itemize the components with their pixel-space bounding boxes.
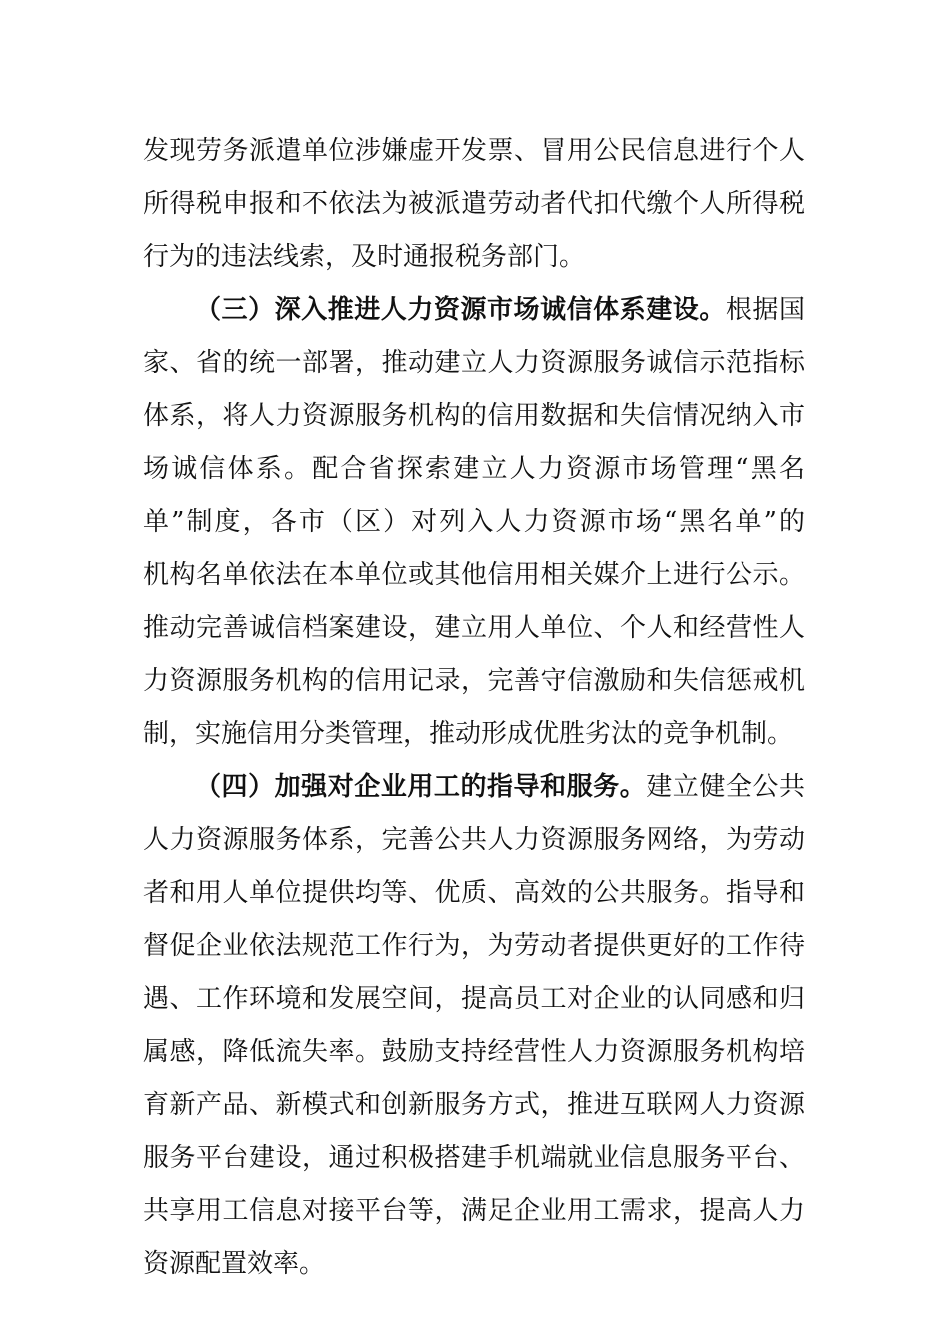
paragraph-2-first-line-text: 根据国 [725,295,805,325]
paragraph-1-line-3: 行为的违法线索，及时通报税务部门。 [143,242,586,272]
paragraph-2-line-6: 机构名单依法在本单位或其他信用相关媒介上进行公示。 [143,560,805,590]
paragraph-1-line-1: 发现劳务派遣单位涉嫌虚开发票、冒用公民信息进行个人 [143,136,805,166]
paragraph-2-line-3: 体系，将人力资源服务机构的信用数据和失信情况纳入市 [143,401,805,431]
paragraph-3-line-6: 属感，降低流失率。鼓励支持经营性人力资源服务机构培 [143,1037,805,1067]
section-4-heading: （四）加强对企业用工的指导和服务。 [195,772,647,802]
paragraph-3-first-line [143,761,805,814]
paragraph-2-line-9: 制，实施信用分类管理，推动形成优胜劣汰的竞争机制。 [143,719,794,749]
paragraph-2-line-7: 推动完善诚信档案建设，建立用人单位、个人和经营性人 [143,613,805,643]
document-page [143,125,805,1291]
paragraph-2-line-8: 力资源服务机构的信用记录，完善守信激励和失信惩戒机 [143,666,805,696]
paragraph-1-line-2: 所得税申报和不依法为被派遣劳动者代扣代缴个人所得税 [143,189,805,219]
paragraph-2-line-4: 场诚信体系。配合省探索建立人力资源市场管理“黑名 [143,454,805,484]
paragraph-3-line-5: 遇、工作环境和发展空间，提高员工对企业的认同感和归 [143,984,805,1014]
paragraph-3-line-9: 共享用工信息对接平台等，满足企业用工需求，提高人力 [143,1196,805,1226]
paragraph-3-line-2: 人力资源服务体系，完善公共人力资源服务网络，为劳动 [143,825,805,855]
paragraph-3-first-line-text: 建立健全公共 [646,772,805,802]
paragraph-3-line-8: 服务平台建设，通过积极搭建手机端就业信息服务平台、 [143,1143,805,1173]
paragraph-3-line-7: 育新产品、新模式和创新服务方式，推进互联网人力资源 [143,1090,805,1120]
paragraph-3-line-4: 督促企业依法规范工作行为，为劳动者提供更好的工作待 [143,931,805,961]
paragraph-2-first-line [143,284,805,337]
paragraph-3-line-10: 资源配置效率。 [143,1249,326,1279]
section-3-heading: （三）深入推进人力资源市场诚信体系建设。 [195,295,726,325]
paragraph-3-line-3: 者和用人单位提供均等、优质、高效的公共服务。指导和 [143,878,805,908]
paragraph-2-line-2: 家、省的统一部署，推动建立人力资源服务诚信示范指标 [143,348,805,378]
paragraph-2-line-5: 单”制度，各市（区）对列入人力资源市场“黑名单”的 [143,507,805,537]
